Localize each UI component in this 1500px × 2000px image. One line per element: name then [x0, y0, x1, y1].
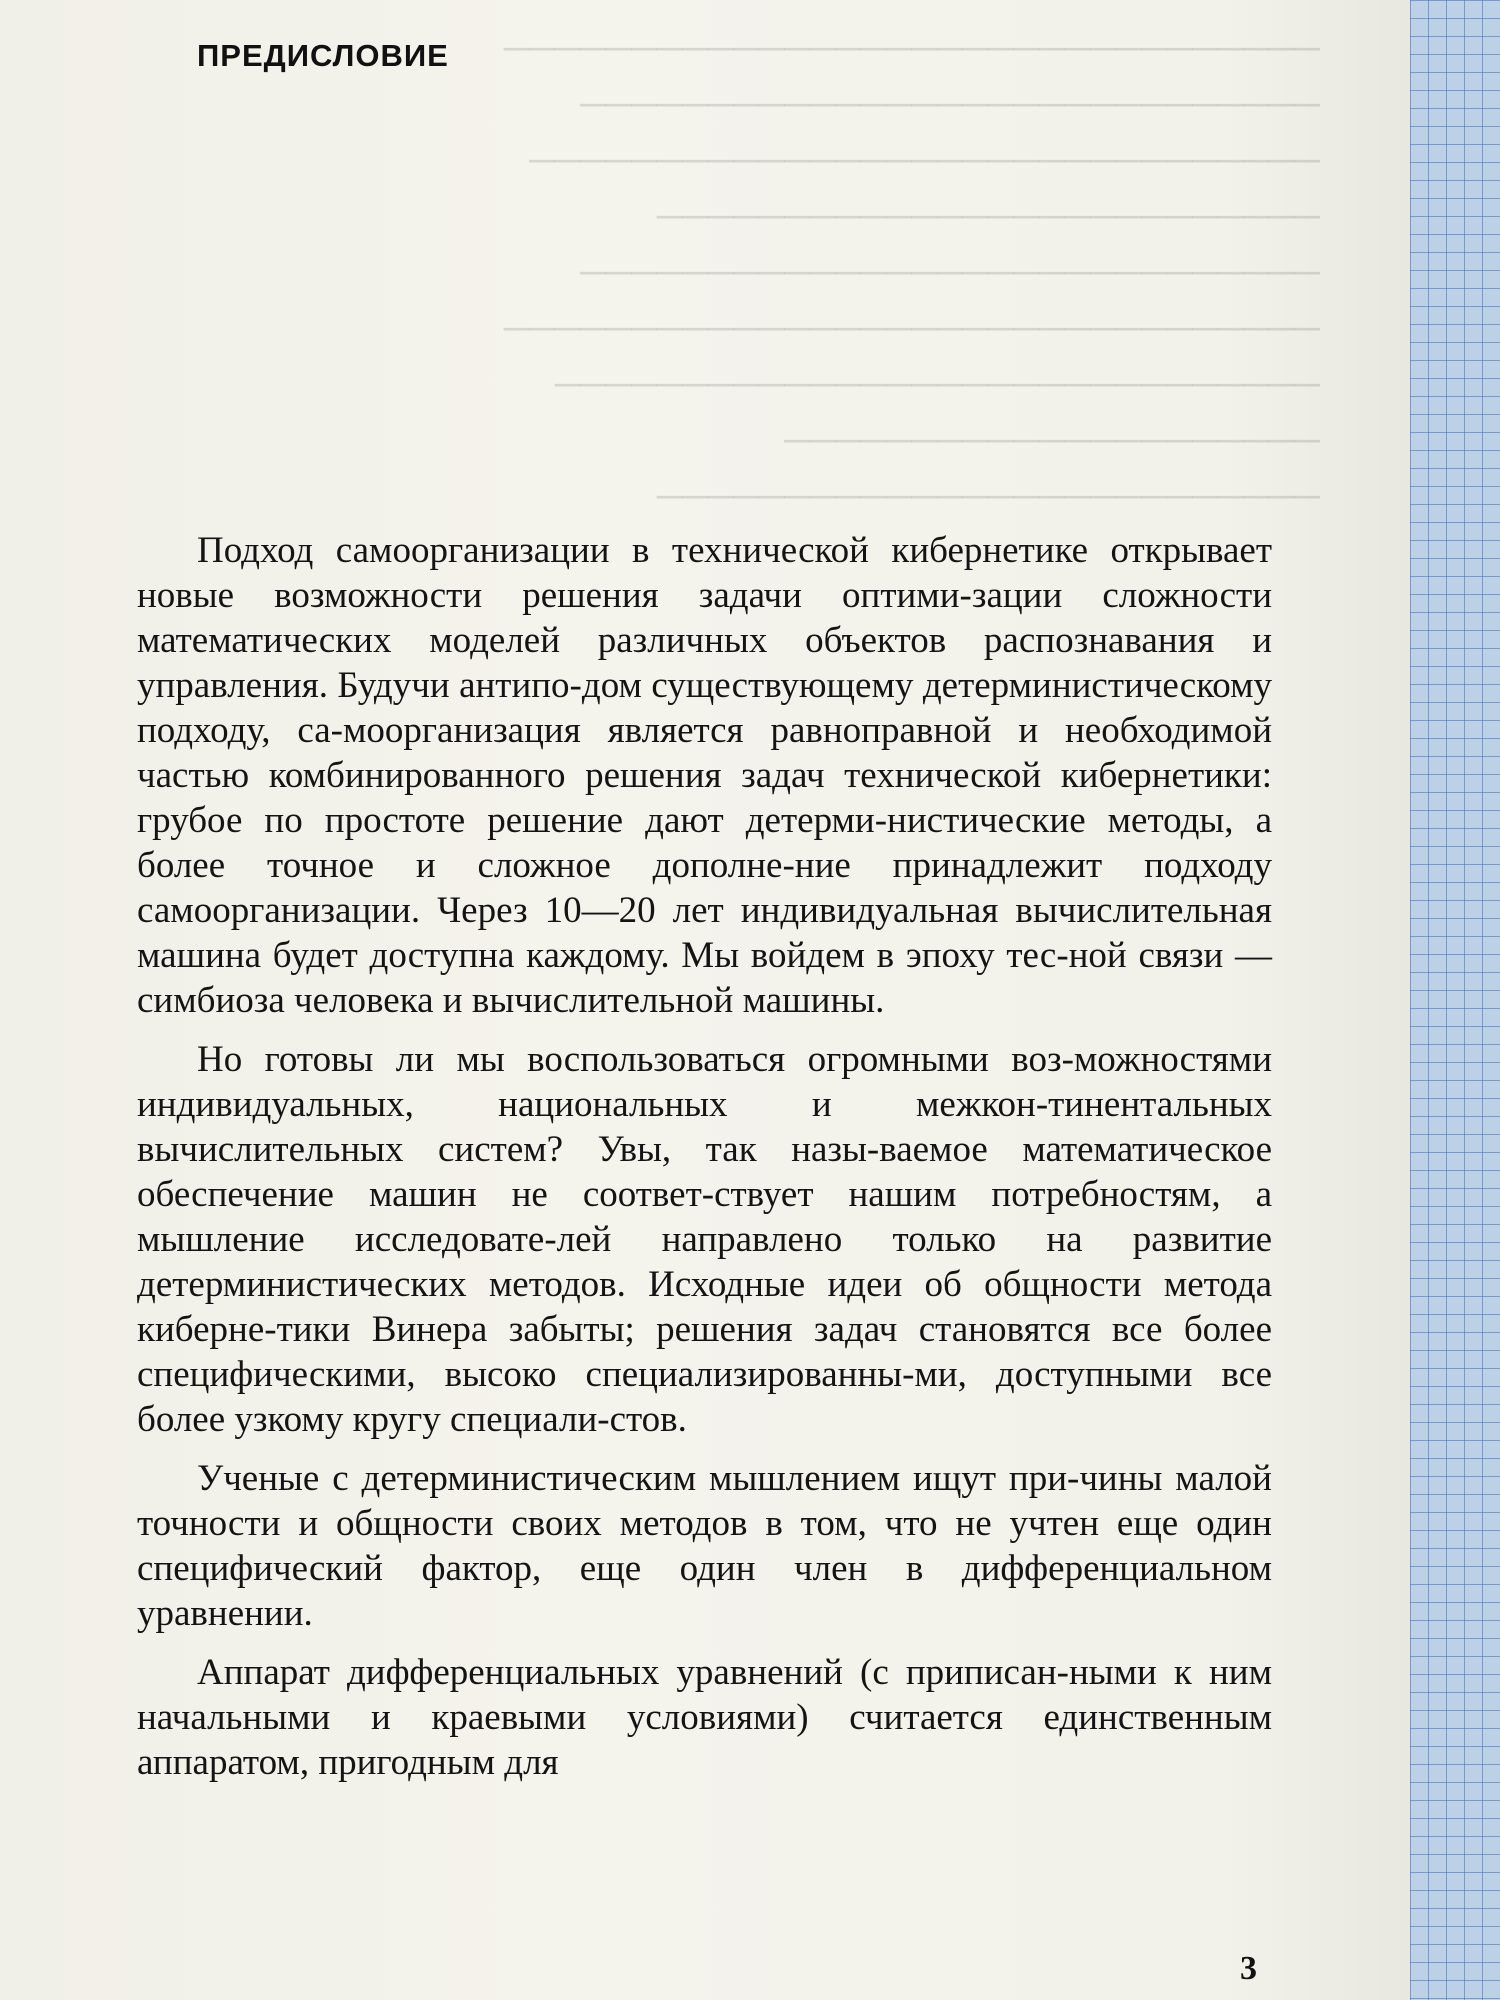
- paragraph-2: Но готовы ли мы воспользоваться огромными воз-можностями индивидуальных, национальных и межкон-тинентальных вычислительных систем? Увы, так назы-ваемое математическое обеспечение машин не соответ-ствует нашим потребностям, а мышление исследовате-лей направлено только на развитие детерминистических методов. Исходные идеи об общности метода киберне-тики Винера забыты; решения задач становятся все более специфическими, высоко специализированны-ми, доступными все более узкому кругу специали-стов.: [137, 1039, 1272, 1440]
- show-through-text: ──────────────────────────────── ───────────────────────────── ─────────────────────────────── ────────────────────────── ───────────────────────────── ──────────────────────────────── ────────────────────────────── ───────────────────── ──────────────────────────: [503, 28, 1320, 500]
- grid-paper-background: [1410, 0, 1500, 2000]
- body-text: [137, 528, 1272, 1799]
- paragraph-3: Ученые с детерминистическим мышлением ищут при-чины малой точности и общности своих методов в том, что не учтен еще один специфический фактор, еще один член в дифференциальном уравнении.: [137, 1458, 1272, 1634]
- page-heading: ПРЕДИСЛОВИЕ: [197, 38, 449, 73]
- page-number: 3: [1240, 1950, 1257, 1987]
- paragraph-1: Подход самоорганизации в технической кибернетике открывает новые возможности решения задачи оптими-зации сложности математических моделей различных объектов распознавания и управления. Будучи антипо-дом существующему детерминистическому подходу, са-моорганизация является равноправной и необходимой частью комбинированного решения задач технической кибернетики: грубое по простоте решение дают детерми-нистические методы, а более точное и сложное дополне-ние принадлежит подходу самоорганизации. Через 10—20 лет индивидуальная вычислительная машина будет доступна каждому. Мы войдем в эпоху тес-ной связи — симбиоза человека и вычислительной машины.: [137, 530, 1272, 1021]
- paragraph-4: Аппарат дифференциальных уравнений (с приписан-ными к ним начальными и краевыми условиями) считается единственным аппаратом, пригодным для: [137, 1652, 1272, 1783]
